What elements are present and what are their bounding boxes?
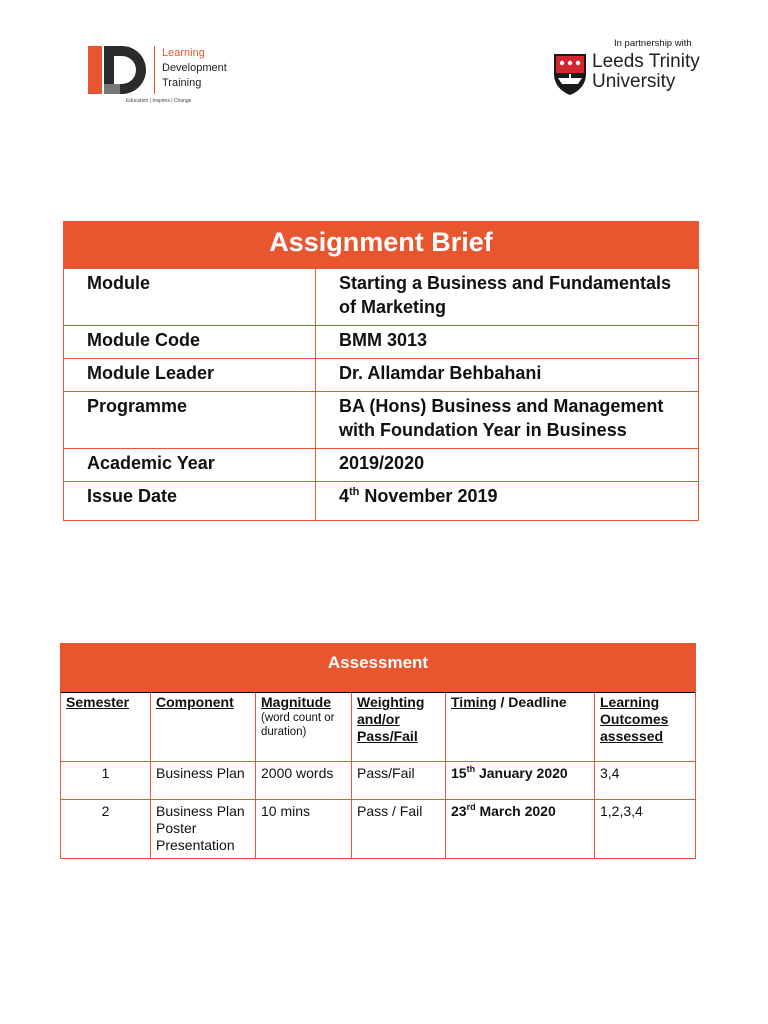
brief-key: Issue Date	[64, 482, 316, 521]
university-crest-icon	[552, 52, 588, 96]
cell-weighting: Pass/Fail	[352, 762, 446, 800]
brief-value: Starting a Business and Fundamentals of Marketing	[339, 273, 672, 317]
assignment-brief-table	[63, 221, 699, 521]
cell-outcomes: 3,4	[595, 762, 696, 800]
brief-row-academic-year	[64, 449, 698, 482]
brief-key: Module Code	[64, 326, 316, 359]
partnership-text: In partnership with	[614, 38, 692, 49]
brief-key: Programme	[64, 392, 316, 449]
brief-key: Module Leader	[64, 359, 316, 392]
logo-text-development: Development	[162, 62, 227, 74]
brief-row-module-leader	[64, 359, 698, 392]
logo-tagline: Education | Inspires | Change	[126, 98, 192, 104]
cell-component: Business Plan Poster Presentation	[151, 800, 256, 859]
header-weighting: Weighting and/or Pass/Fail	[352, 693, 446, 762]
cell-deadline: 15th January 2020	[446, 762, 595, 800]
brief-value: Dr. Allamdar Behbahani	[316, 359, 699, 392]
cell-semester: 1	[61, 762, 151, 800]
cell-weighting: Pass / Fail	[352, 800, 446, 859]
assessment-title: Assessment	[61, 644, 695, 693]
assignment-brief-title: Assignment Brief	[64, 222, 698, 269]
header-semester: Semester	[66, 694, 130, 710]
cell-component: Business Plan	[151, 762, 256, 800]
assessment-header-row	[61, 693, 695, 762]
brief-value: BMM 3013	[316, 326, 699, 359]
brief-row-module-code	[64, 326, 698, 359]
cell-outcomes: 1,2,3,4	[595, 800, 696, 859]
header-component: Component	[151, 693, 256, 762]
assessment-row	[61, 762, 695, 800]
cell-deadline: 23rd March 2020	[446, 800, 595, 859]
logo-text-training: Training	[162, 77, 202, 89]
learning-development-training-logo	[86, 40, 250, 116]
cell-semester: 2	[61, 800, 151, 859]
cell-magnitude: 2000 words	[256, 762, 352, 800]
brief-row-issue-date	[64, 482, 698, 521]
brief-row-programme	[64, 392, 698, 449]
brief-value: BA (Hons) Business and Management with Foundation Year in Business	[316, 392, 699, 449]
header-timing: Timing / Deadline	[446, 693, 595, 762]
assessment-table	[60, 643, 696, 859]
university-name-line1: Leeds Trinity	[592, 51, 700, 72]
logo-divider	[154, 46, 155, 94]
cell-magnitude: 10 mins	[256, 800, 352, 859]
brief-value: 4th November 2019	[316, 482, 699, 521]
assessment-row	[61, 800, 695, 859]
logo-text-learning: Learning	[162, 47, 205, 59]
brief-key: Academic Year	[64, 449, 316, 482]
brief-key: Module	[64, 269, 316, 326]
header-magnitude: Magnitude (word count or duration)	[256, 693, 352, 762]
brief-value: 2019/2020	[316, 449, 699, 482]
brief-row-module	[64, 269, 698, 326]
header-outcomes: Learning Outcomes assessed	[595, 693, 696, 762]
university-name-line2: University	[592, 71, 676, 92]
ld-logo-mark-icon	[86, 46, 148, 94]
leeds-trinity-logo	[552, 38, 702, 100]
